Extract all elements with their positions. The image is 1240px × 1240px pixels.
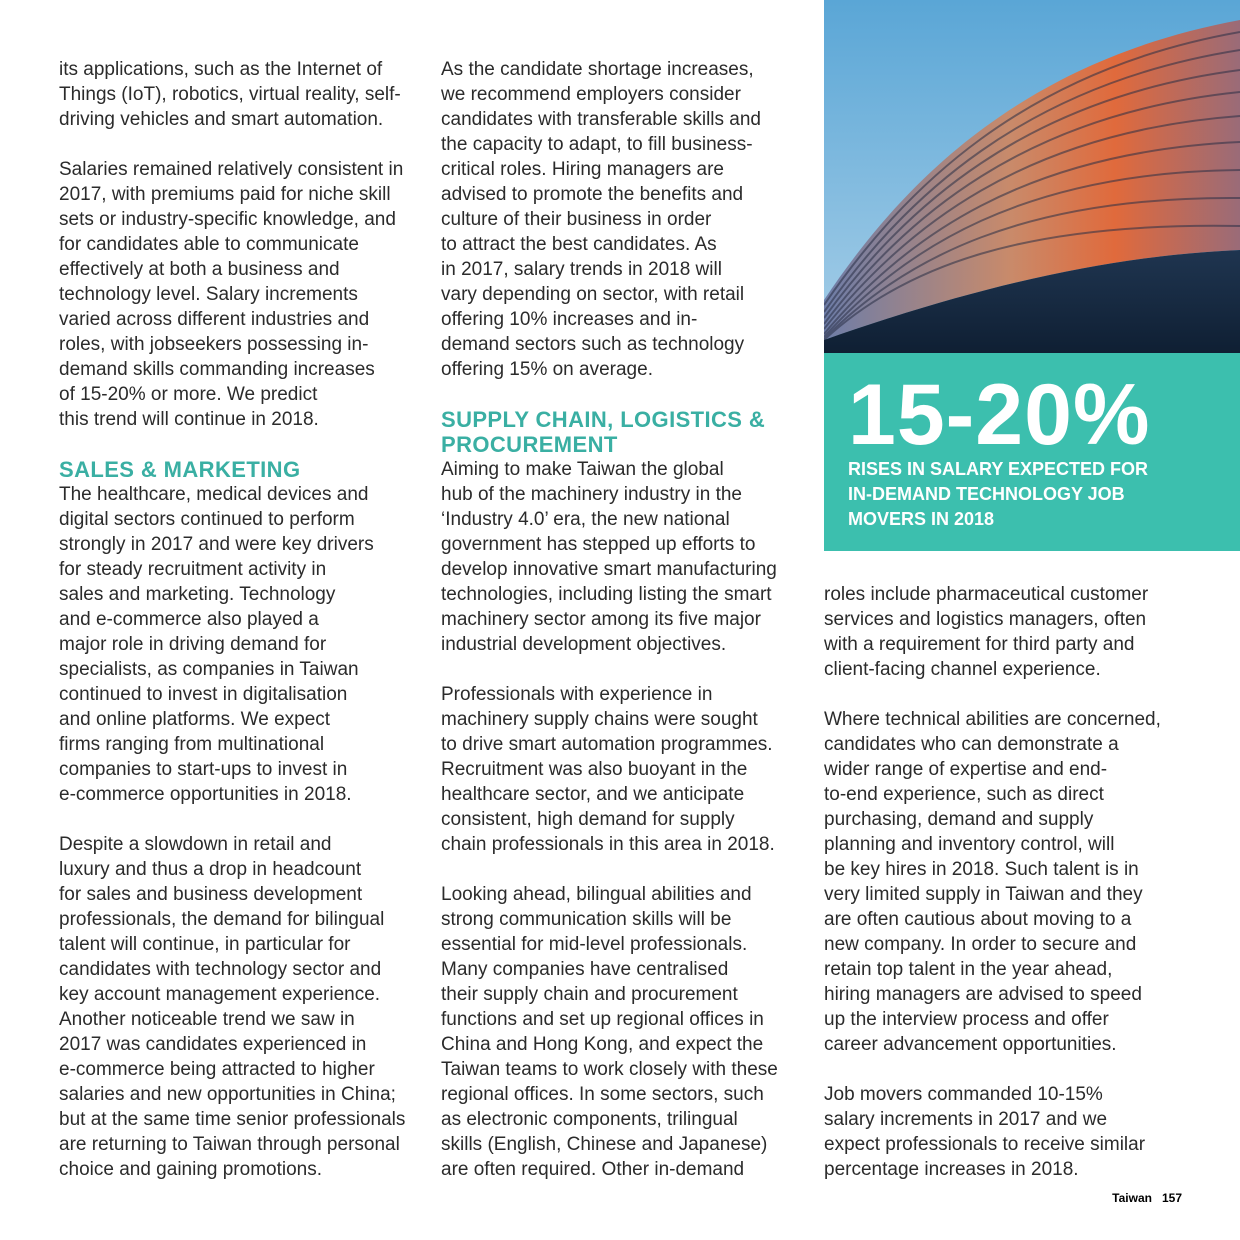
text-line: we recommend employers consider	[441, 84, 741, 105]
text-line: their supply chain and procurement	[441, 984, 738, 1005]
text-line: continued to invest in digitalisation	[59, 684, 348, 705]
text-line: functions and set up regional offices in	[441, 1009, 764, 1030]
text-line: new company. In order to secure and	[824, 934, 1137, 955]
text-line: PROCUREMENT	[441, 432, 618, 457]
text-line: regional offices. In some sectors, such	[441, 1084, 764, 1105]
text-line: be key hires in 2018. Such talent is in	[824, 859, 1139, 880]
text-line: but at the same time senior professionals	[59, 1109, 406, 1130]
text-line: e-commerce being attracted to higher	[59, 1059, 375, 1080]
text-line: for steady recruitment activity in	[59, 559, 327, 580]
text-line: Where technical abilities are concerned,	[824, 709, 1161, 730]
text-line: Despite a slowdown in retail and	[59, 834, 332, 855]
paragraph	[824, 582, 1184, 682]
text-line: MOVERS IN 2018	[848, 509, 995, 529]
text-line: and online platforms. We expect	[59, 709, 331, 730]
text-line: specialists, as companies in Taiwan	[59, 659, 359, 680]
text-line: salaries and new opportunities in China;	[59, 1084, 396, 1105]
text-line: for sales and business development	[59, 884, 363, 905]
paragraph	[59, 57, 424, 132]
text-line: firms ranging from multinational	[59, 734, 325, 755]
text-line: client-facing channel experience.	[824, 659, 1101, 680]
paragraph	[441, 682, 811, 857]
text-line: Another noticeable trend we saw in	[59, 1009, 355, 1030]
text-line: 2017 was candidates experienced in	[59, 1034, 367, 1055]
text-line: the capacity to adapt, to fill business-	[441, 134, 753, 155]
text-line: to drive smart automation programmes.	[441, 734, 773, 755]
salary-stat-callout	[824, 353, 1240, 551]
text-line: roles include pharmaceutical customer	[824, 584, 1149, 605]
text-line: Recruitment was also buoyant in the	[441, 759, 748, 780]
text-line: hub of the machinery industry in the	[441, 484, 743, 505]
text-line: digital sectors continued to perform	[59, 509, 355, 530]
text-line: choice and gaining promotions.	[59, 1159, 323, 1180]
stat-caption	[848, 457, 1148, 532]
text-line: companies to start-ups to invest in	[59, 759, 348, 780]
text-line: As the candidate shortage increases,	[441, 59, 754, 80]
text-line: China and Hong Kong, and expect the	[441, 1034, 764, 1055]
text-line: professionals, the demand for bilingual	[59, 909, 385, 930]
page-footer	[1112, 1191, 1182, 1205]
text-line: sets or industry-specific knowledge, and	[59, 209, 396, 230]
text-line: this trend will continue in 2018.	[59, 409, 319, 430]
text-line: up the interview process and offer	[824, 1009, 1109, 1030]
building-photo	[824, 0, 1240, 353]
text-line: candidates with transferable skills and	[441, 109, 762, 130]
text-line: develop innovative smart manufacturing	[441, 559, 777, 580]
text-line: Professionals with experience in	[441, 684, 713, 705]
text-line: career advancement opportunities.	[824, 1034, 1117, 1055]
text-line: Salaries remained relatively consistent in	[59, 159, 404, 180]
text-line: for candidates able to communicate	[59, 234, 359, 255]
paragraph	[441, 457, 811, 657]
text-line: chain professionals in this area in 2018.	[441, 834, 775, 855]
paragraph	[824, 1082, 1184, 1182]
section-heading-supply-chain	[441, 407, 811, 457]
text-line: its applications, such as the Internet of	[59, 59, 383, 80]
text-line: Aiming to make Taiwan the global	[441, 459, 724, 480]
text-line: RISES IN SALARY EXPECTED FOR	[848, 459, 1149, 479]
text-line: purchasing, demand and supply	[824, 809, 1094, 830]
paragraph	[824, 707, 1184, 1057]
text-line: as electronic components, trilingual	[441, 1109, 738, 1130]
text-line: to-end experience, such as direct	[824, 784, 1104, 805]
text-line: offering 15% on average.	[441, 359, 653, 380]
text-line: industrial development objectives.	[441, 634, 727, 655]
text-line: Many companies have centralised	[441, 959, 729, 980]
text-line: are often cautious about moving to a	[824, 909, 1132, 930]
text-line: vary depending on sector, with retail	[441, 284, 745, 305]
text-line: SALES & MARKETING	[59, 457, 301, 482]
paragraph	[59, 832, 424, 1182]
paragraph	[59, 157, 424, 432]
text-line: offering 10% increases and in-	[441, 309, 698, 330]
text-line: SUPPLY CHAIN, LOGISTICS &	[441, 407, 766, 432]
text-line: consistent, high demand for supply	[441, 809, 735, 830]
page-number: 157	[1161, 1191, 1182, 1205]
text-line: The healthcare, medical devices and	[59, 484, 369, 505]
text-line: expect professionals to receive similar	[824, 1134, 1146, 1155]
text-line: government has stepped up efforts to	[441, 534, 756, 555]
text-line: percentage increases in 2018.	[824, 1159, 1079, 1180]
text-line: machinery supply chains were sought	[441, 709, 758, 730]
paragraph	[441, 882, 811, 1182]
text-line: of 15-20% or more. We predict	[59, 384, 318, 405]
text-line: and e-commerce also played a	[59, 609, 319, 630]
text-line: effectively at both a business and	[59, 259, 340, 280]
text-line: sales and marketing. Technology	[59, 584, 336, 605]
text-line: varied across different industries and	[59, 309, 370, 330]
text-column-2	[441, 57, 811, 1182]
text-line: key account management experience.	[59, 984, 381, 1005]
text-line: ‘Industry 4.0’ era, the new national	[441, 509, 730, 530]
text-line: salary increments in 2017 and we	[824, 1109, 1108, 1130]
text-line: driving vehicles and smart automation.	[59, 109, 384, 130]
text-line: Looking ahead, bilingual abilities and	[441, 884, 752, 905]
text-line: are often required. Other in-demand	[441, 1159, 745, 1180]
section-heading-sales-marketing	[59, 457, 424, 482]
text-line: very limited supply in Taiwan and they	[824, 884, 1143, 905]
text-line: hiring managers are advised to speed	[824, 984, 1142, 1005]
text-line: roles, with jobseekers possessing in-	[59, 334, 369, 355]
text-line: IN-DEMAND TECHNOLOGY JOB	[848, 484, 1125, 504]
text-line: planning and inventory control, will	[824, 834, 1115, 855]
text-line: wider range of expertise and end-	[824, 759, 1108, 780]
text-line: luxury and thus a drop in headcount	[59, 859, 362, 880]
text-line: in 2017, salary trends in 2018 will	[441, 259, 722, 280]
text-line: to attract the best candidates. As	[441, 234, 717, 255]
text-line: strong communication skills will be	[441, 909, 732, 930]
text-line: 2017, with premiums paid for niche skill	[59, 184, 391, 205]
text-line: culture of their business in order	[441, 209, 712, 230]
text-line: technology level. Salary increments	[59, 284, 358, 305]
text-line: skills (English, Chinese and Japanese)	[441, 1134, 768, 1155]
text-line: major role in driving demand for	[59, 634, 327, 655]
text-line: strongly in 2017 and were key drivers	[59, 534, 374, 555]
text-line: essential for mid-level professionals.	[441, 934, 748, 955]
text-line: healthcare sector, and we anticipate	[441, 784, 745, 805]
text-line: candidates who can demonstrate a	[824, 734, 1119, 755]
text-line: Things (IoT), robotics, virtual reality, self-	[59, 84, 401, 105]
text-line: critical roles. Hiring managers are	[441, 159, 724, 180]
footer-country: Taiwan	[1112, 1191, 1152, 1205]
text-line: machinery sector among its five major	[441, 609, 761, 630]
text-column-1	[59, 57, 424, 1182]
text-line: with a requirement for third party and	[824, 634, 1135, 655]
stat-figure: 15-20%	[848, 367, 1151, 463]
text-line: advised to promote the benefits and	[441, 184, 744, 205]
text-line: demand skills commanding increases	[59, 359, 375, 380]
text-line: technologies, including listing the smart	[441, 584, 772, 605]
paragraph	[441, 57, 811, 382]
text-line: demand sectors such as technology	[441, 334, 745, 355]
paragraph	[59, 482, 424, 807]
text-line: talent will continue, in particular for	[59, 934, 351, 955]
text-column-3	[824, 582, 1184, 1182]
text-line: are returning to Taiwan through personal	[59, 1134, 400, 1155]
text-line: Taiwan teams to work closely with these	[441, 1059, 778, 1080]
text-line: retain top talent in the year ahead,	[824, 959, 1113, 980]
text-line: services and logistics managers, often	[824, 609, 1147, 630]
text-line: candidates with technology sector and	[59, 959, 382, 980]
text-line: Job movers commanded 10-15%	[824, 1084, 1103, 1105]
text-line: e-commerce opportunities in 2018.	[59, 784, 352, 805]
